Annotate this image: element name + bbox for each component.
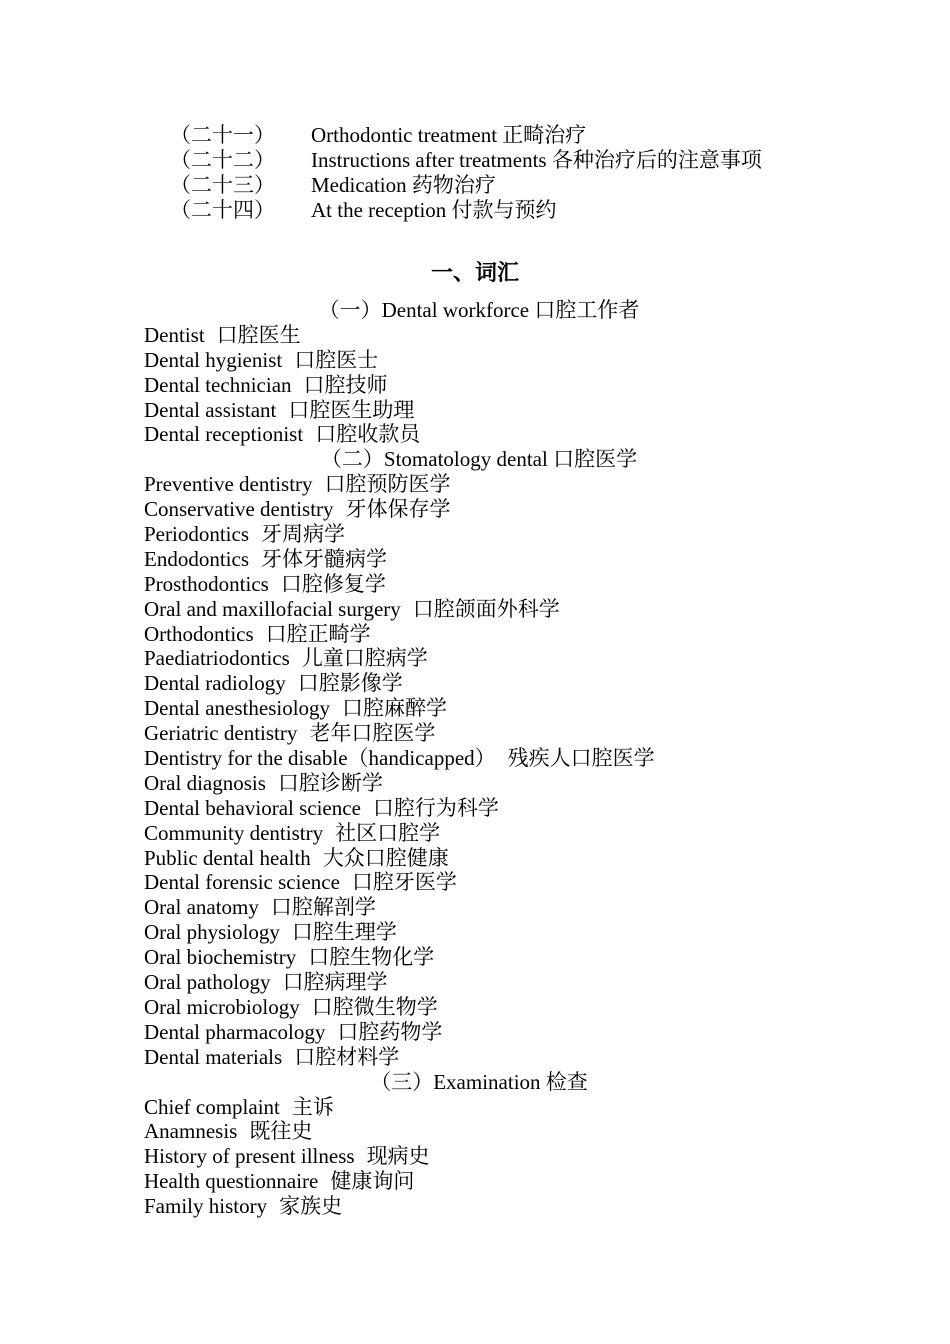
vocab-term-en: Dental anesthesiology [144,696,331,721]
vocab-term-en: Dental assistant [144,397,277,422]
vocab-term-en: Oral biochemistry [144,945,297,970]
vocab-term-zh: 口腔正畸学 [265,621,371,646]
vocab-entry [144,1169,864,1194]
toc-item-title: Instructions after treatments 各种治疗后的注意事项 [311,148,762,172]
vocab-term-zh: 牙周病学 [261,522,345,547]
toc-item [170,148,870,173]
vocab-term-en: Public dental health [144,845,311,870]
vocab-entry [144,472,864,497]
vocab-term-en: Geriatric dentistry [144,721,298,746]
vocab-entry [144,821,864,846]
toc-item-title: At the reception 付款与预约 [311,198,557,222]
vocab-entry [144,1194,864,1219]
toc-item-title: Medication 药物治疗 [311,173,496,197]
vocab-entry [144,1119,864,1144]
vocab-term-zh: 口腔生理学 [291,920,397,945]
vocab-term-en: Health questionnaire [144,1169,319,1194]
vocab-term-zh: 口腔医生 [216,322,301,347]
vocab-term-zh: 家族史 [279,1194,343,1219]
vocab-entry [144,796,864,821]
vocab-entry [144,597,864,622]
vocab-term-en: Conservative dentistry [144,497,334,522]
vocab-term-en: Dentistry for the disable（handicapped） [144,746,496,771]
vocab-term-zh: 牙体保存学 [345,497,451,522]
vocab-term-zh: 口腔解剖学 [270,895,376,920]
vocab-entry [144,323,864,348]
chapter-heading: 一、词汇 [430,260,519,286]
vocab-term-en: Preventive dentistry [144,472,313,497]
vocab-term-zh: 牙体牙髓病学 [261,546,387,571]
vocab-term-zh: 口腔预防医学 [324,472,451,497]
vocab-entry [144,373,864,398]
vocab-term-zh: 社区口腔学 [335,820,441,845]
vocab-term-en: Dental hygienist [144,347,283,372]
toc-item [170,123,870,148]
vocab-entry [144,1095,864,1120]
vocab-entry [144,497,864,522]
vocab-term-en: Dental receptionist [144,422,304,447]
vocab-entry [144,572,864,597]
vocab-term-zh: 口腔行为科学 [372,795,499,820]
vocab-term-zh: 口腔医生助理 [288,397,415,422]
vocab-term-en: Orthodontics [144,621,254,646]
vocab-term-en: Dental materials [144,1044,283,1069]
vocab-term-en: Chief complaint [144,1094,280,1119]
vocab-term-zh: 口腔医士 [294,347,379,372]
vocab-entry [144,671,864,696]
vocab-term-zh: 口腔收款员 [315,422,421,447]
vocab-term-zh: 既往史 [249,1119,313,1144]
vocab-entry [144,970,864,995]
vocab-term-zh: 大众口腔健康 [322,845,449,870]
toc-item-number: （二十三） [170,173,275,197]
vocab-term-zh: 健康询问 [330,1169,415,1194]
vocab-term-zh: 口腔影像学 [297,671,403,696]
vocab-entry [144,771,864,796]
vocab-entry [144,846,864,871]
vocab-term-en: Oral diagnosis [144,770,266,795]
vocab-term-zh: 口腔麻醉学 [342,696,448,721]
vocab-entry [144,1020,864,1045]
toc-item [170,198,870,223]
vocab-term-zh: 残疾人口腔医学 [507,746,655,771]
toc-item-number: （二十一） [170,123,275,147]
vocab-term-zh: 口腔微生物学 [311,994,438,1019]
vocab-term-zh: 老年口腔医学 [309,721,436,746]
toc-item-number: （二十二） [170,148,275,172]
section-title: （二）Stomatology dental 口腔医学 [320,447,638,472]
vocab-term-en: Dental technician [144,372,292,397]
vocab-entry [144,920,864,945]
vocab-entry [144,646,864,671]
vocab-entry [144,870,864,895]
vocab-term-en: Anamnesis [144,1119,238,1144]
vocab-entry [144,696,864,721]
vocab-term-zh: 口腔修复学 [280,571,386,596]
vocab-term-zh: 现病史 [366,1144,430,1169]
vocab-term-zh: 口腔技师 [303,372,388,397]
vocab-entry [144,348,864,373]
vocab-term-en: Dental behavioral science [144,795,361,820]
vocab-entry [144,1144,864,1169]
toc-item-number: （二十四） [170,198,275,222]
vocab-entry [144,547,864,572]
vocab-term-zh: 口腔生物化学 [308,945,435,970]
vocab-term-en: Family history [144,1194,268,1219]
vocab-entry [144,522,864,547]
toc-item [170,173,870,198]
vocab-term-zh: 主诉 [291,1094,334,1119]
vocab-term-en: Periodontics [144,522,249,547]
vocab-entry [144,622,864,647]
section-title: （三）Examination 检查 [370,1069,588,1094]
section-title: （一）Dental workforce 口腔工作者 [318,298,640,322]
vocab-entry [144,1045,864,1070]
vocab-term-en: Oral and maxillofacial surgery [144,596,401,621]
vocab-entry [144,945,864,970]
vocab-term-en: Paediatriodontics [144,646,290,671]
vocab-term-zh: 口腔牙医学 [351,870,457,895]
table-of-contents [170,123,870,223]
vocab-term-en: Dentist [144,322,205,347]
vocab-entry [144,721,864,746]
vocab-term-zh: 口腔颌面外科学 [412,596,560,621]
vocab-term-en: Oral anatomy [144,895,259,920]
vocab-term-en: Community dentistry [144,820,324,845]
vocab-term-zh: 口腔材料学 [294,1044,400,1069]
vocab-term-en: Prosthodontics [144,571,269,596]
vocab-entry [144,995,864,1020]
vocab-term-en: Dental pharmacology [144,1019,326,1044]
vocab-term-en: Oral pathology [144,970,271,995]
vocab-term-en: Oral microbiology [144,994,300,1019]
vocab-term-en: Endodontics [144,546,249,571]
vocab-term-zh: 口腔诊断学 [277,770,383,795]
vocab-entry [144,746,864,771]
vocab-entry [144,422,864,447]
vocab-entry [144,398,864,423]
toc-item-title: Orthodontic treatment 正畸治疗 [311,123,587,147]
vocab-term-en: Dental radiology [144,671,286,696]
vocab-term-en: History of present illness [144,1144,355,1169]
vocab-entry [144,895,864,920]
vocab-term-en: Dental forensic science [144,870,340,895]
vocabulary-list [144,298,864,1219]
vocab-term-zh: 口腔药物学 [337,1019,443,1044]
vocab-term-zh: 口腔病理学 [282,970,388,995]
vocab-term-zh: 儿童口腔病学 [301,646,428,671]
vocab-term-en: Oral physiology [144,920,280,945]
